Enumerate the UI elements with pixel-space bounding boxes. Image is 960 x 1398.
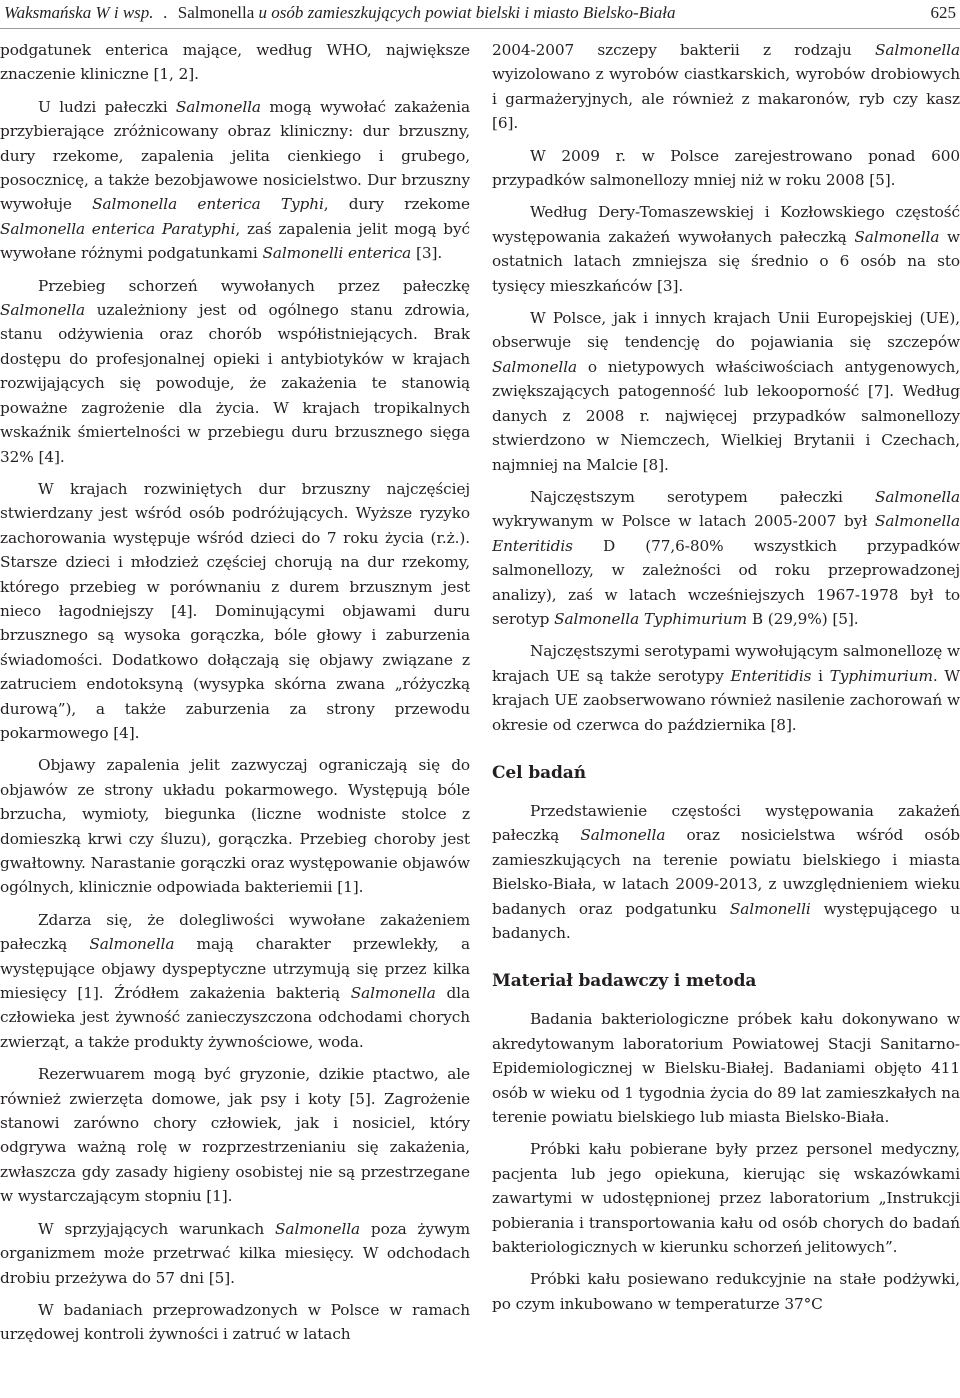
paragraph: W badaniach przeprowadzonych w Polsce w ramach urzędowej kontroli żywności i zatruć w latach (0, 1300, 470, 1344)
section-heading-aim: Cel badań (492, 762, 586, 783)
running-title: Waksmańska W i wsp. . Salmonella u osób zamieszkujących powiat bielski i miasto Bielsko-Biała (4, 3, 676, 22)
paragraph: 2004-2007 szczepy bakterii z rodzaju Salmonella wyizolowano z wyrobów ciastkarskich, wyrobów drobiowych i garmażeryjnych, ale również z makaronów, ryb czy kasz [6]. (492, 41, 960, 133)
paragraph: W Polsce, jak i innych krajach Unii Europejskiej (UE), obserwuje się tendencję do pojawiania się szczepów Salmonella o nietypowych właściwościach antygenowych, zwiększających patogenność lub lekooporność [7]. Według danych z 2008 r. najwięcej przypadków salmonellozy stwierdzono w Niemczech, Wielkiej Brytanii i Czechach, najmniej na Malcie [8]. (492, 309, 960, 474)
header-article-title: Salmonella u osób zamieszkujących powiat bielski i miasto Bielsko-Biała (177, 3, 676, 22)
paragraph: Zdarza się, że dolegliwości wywołane zakażeniem pałeczką Salmonella mają charakter przewlekły, a występujące objawy dyspeptyczne utrzymują się przez kilka miesięcy [1]. Źródłem zakażenia bakterią Salmonella dla człowieka jest żywność zanieczyszczona odchodami chorych zwierząt, a także produkty żywnościowe, woda. (0, 910, 470, 1051)
running-header (0, 0, 960, 29)
paragraph: Badania bakteriologiczne próbek kału dokonywano w akredytowanym laboratorium Powiatowej Stacji Sanitarno-Epidemiologicznej w Bielsku-Białej. Badaniami objęto 411 osób w wieku od 1 tygodnia życia do 89 lat zamieszkałych na terenie powiatu bielskiego lub miasta Bielsko-Biała. (492, 1010, 960, 1127)
paragraph: W sprzyjających warunkach Salmonella poza żywym organizmem może przetrwać kilka miesięcy. W odchodach drobiu przeżywa do 57 dni [5]. (0, 1219, 470, 1287)
header-authors: Waksmańska W i wsp. (4, 3, 154, 22)
paragraph: Przebieg schorzeń wywołanych przez pałeczkę Salmonella uzależniony jest od ogólnego stanu zdrowia, stanu odżywienia oraz chorób współistniejących. Brak dostępu do profesjonalnej opieki i antybiotyków w krajach rozwijających się powoduje, że zakażenia te stanowią poważne zagrożenie dla życia. W krajach tropikalnych wskaźnik śmiertelności w przebiegu duru brzusznego sięga 32% [4]. (0, 276, 470, 466)
paragraph: Przedstawienie częstości występowania zakażeń pałeczką Salmonella oraz nosicielstwa wśród osób zamieszkujących na terenie powiatu bielskiego i miasta Bielsko-Biała, w latach 2009-2013, z uwzględnieniem wieku badanych oraz podgatunku Salmonelli występującego u badanych. (492, 801, 960, 942)
paragraph: Najczęstszym serotypem pałeczki Salmonella wykrywanym w Polsce w latach 2005-2007 był Salmonella Enteritidis D (77,6-80% wszystkich przypadków salmonellozy, w zależności od roku przeprowadzonej analizy), zaś w latach wcześniejszych 1967-1978 był to serotyp Salmonella Typhimurium B (29,9%) [5]. (492, 487, 960, 628)
paragraph: Próbki kału pobierane były przez personel medyczny, pacjenta lub jego opiekuna, kierując się wskazówkami zawartymi w udostępnionej przez laboratorium „Instrukcji pobierania i transportowania kału od osób chorych do badań bakteriologicznych w kierunku schorzeń jelitowych”. (492, 1140, 960, 1257)
page-number: 625 (930, 3, 956, 22)
paragraph: Według Dery-Tomaszewskiej i Kozłowskiego częstość występowania zakażeń wywołanych pałeczką Salmonella w ostatnich latach zmniejsza się średnio o 6 osób na sto tysięcy mieszkańców [3]. (492, 203, 960, 295)
paragraph: Próbki kału posiewano redukcyjnie na stałe podżywki, po czym inkubowano w temperaturze 37°C (492, 1270, 960, 1313)
paragraph: U ludzi pałeczki Salmonella mogą wywołać zakażenia przybierające zróżnicowany obraz kliniczny: dur brzuszny, dury rzekome, zapalenia jelita cienkiego i grubego, posocznicę, a także bezobjawowe nosicielstwo. Dur brzuszny wywołuje Salmonella enterica Typhi, dury rzekome Salmonella enterica Paratyphi, zaś zapalenia jelit mogą być wywołane różnymi podgatunkami Salmonelli enterica [3]. (0, 97, 470, 263)
paragraph: Objawy zapalenia jelit zazwyczaj ograniczają się do objawów ze strony układu pokarmowego. Występują bóle brzucha, wymioty, biegunka (liczne wodniste stolce z domieszką krwi czy śluzu), gorączka. Przebieg choroby jest gwałtowny. Narastanie gorączki oraz występowanie objawów ogólnych, klinicznie odpowiada bakteriemii [1]. (0, 756, 470, 897)
right-column (492, 38, 960, 1398)
left-column (0, 38, 470, 1398)
paragraph: podgatunek enterica mające, według WHO, największe znaczenie kliniczne [1, 2]. (0, 41, 470, 84)
paragraph: W 2009 r. w Polsce zarejestrowano ponad 600 przypadków salmonellozy mniej niż w roku 2008 [5]. (492, 146, 960, 190)
paragraph: Najczęstszymi serotypami wywołującym salmonellozę w krajach UE są także serotypy Enteritidis i Typhimurium. W krajach UE zaobserwowano również nasilenie zachorowań w okresie od czerwca do października [8]. (492, 642, 960, 734)
paragraph: W krajach rozwiniętych dur brzuszny najczęściej stwierdzany jest wśród osób podróżujących. Wyższe ryzyko zachorowania występuje wśród dzieci do 7 roku życia (r.ż.). Starsze dzieci i młodzież częściej chorują na dur rzekomy, którego przebieg w porównaniu z durem brzusznym jest nieco łagodniejszy [4]. Dominującymi objawami duru brzusznego są wysoka gorączka, bóle głowy i zaburzenia świadomości. Dodatkowo dołączają się objawy związane z zatruciem endotoksyną (wysypka skórna zwana „różyczką durową”), a także zaburzenia za strony przewodu pokarmowego [4]. (0, 479, 470, 742)
paragraph: Rezerwuarem mogą być gryzonie, dzikie ptactwo, ale również zwierzęta domowe, jak psy i koty [5]. Zagrożenie stanowi zarówno chory człowiek, jak i nosiciel, który odgrywa ważną rolę w rozprzestrzenianiu się zakażenia, zwłaszcza gdy zasady higieny osobistej nie są przestrzegane w wystarczającym stopniu [1]. (0, 1065, 470, 1206)
section-heading-methods: Materiał badawczy i metoda (492, 971, 757, 992)
